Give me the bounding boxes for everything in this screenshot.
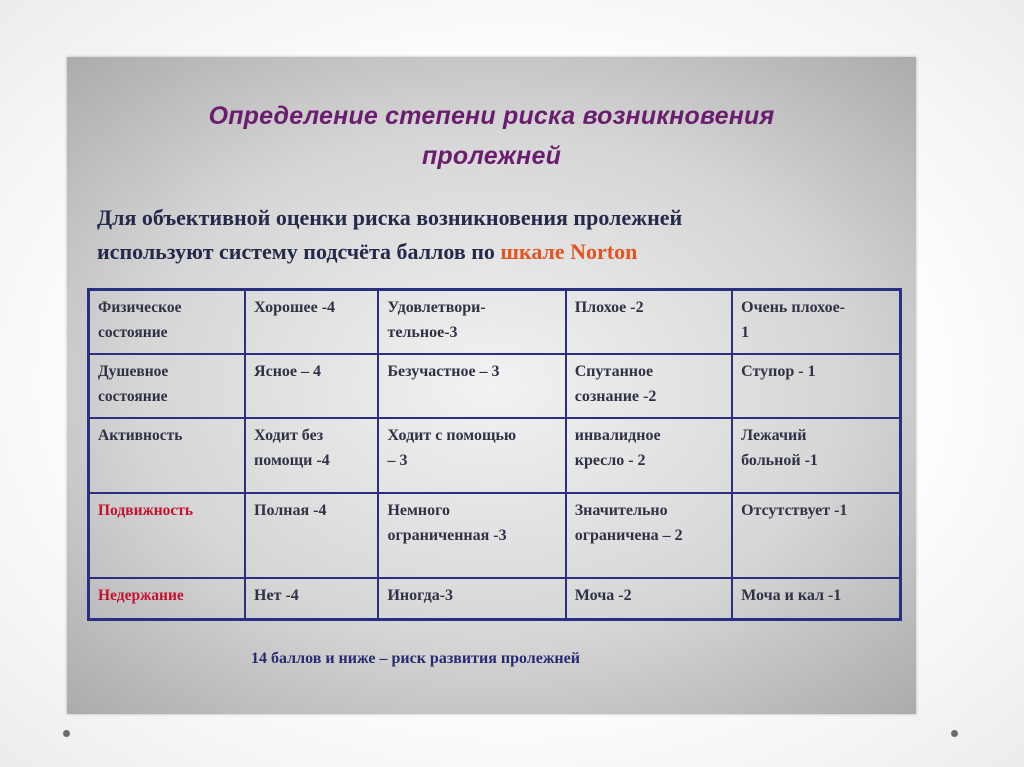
risk-threshold-note: 14 баллов и ниже – риск развития пролежней (251, 650, 580, 667)
row-label-physical-condition: Физическое состояние (89, 290, 246, 354)
table-row-incontinence (89, 578, 901, 620)
row-label-activity: Активность (89, 418, 246, 493)
intro-line-2-text: используют систему подсчёта баллов по (97, 239, 501, 264)
table-cell: Хорошее -4 (245, 290, 378, 354)
table-cell: Значительно ограничена – 2 (566, 493, 732, 578)
table-cell: Полная -4 (245, 493, 378, 578)
table-cell: Лежачий больной -1 (732, 418, 900, 493)
norton-scale-table (87, 288, 902, 621)
slide (67, 57, 916, 714)
intro-line-1: Для объективной оценки риска возникновения пролежней (97, 205, 683, 230)
table-row-physical (89, 290, 901, 354)
norton-scale-highlight: шкале Norton (500, 239, 638, 264)
table-cell: Ступор - 1 (732, 354, 900, 418)
row-label-mental-condition: Душевное состояние (89, 354, 246, 418)
table-row-mobility (89, 493, 901, 578)
row-label-mobility: Подвижность (89, 493, 246, 578)
table-cell: Ходит без помощи -4 (245, 418, 378, 493)
table-cell: Ясное – 4 (245, 354, 378, 418)
table-cell: Плохое -2 (566, 290, 732, 354)
table-cell: Моча и кал -1 (732, 578, 900, 620)
table-cell: Очень плохое- 1 (732, 290, 900, 354)
table-row-mental (89, 354, 901, 418)
row-label-incontinence: Недержание (89, 578, 246, 620)
intro-line-2 (97, 239, 897, 265)
table-cell: Моча -2 (566, 578, 732, 620)
table-cell: Ходит с помощью – 3 (378, 418, 565, 493)
table-cell: Удовлетвори- тельное-3 (378, 290, 565, 354)
table-cell: Нет -4 (245, 578, 378, 620)
slide-title-line-1: Определение степени риска возникновения (208, 102, 775, 130)
table-cell: Отсутствует -1 (732, 493, 900, 578)
corner-dot-left (63, 730, 70, 737)
table-cell: инвалидное кресло - 2 (566, 418, 732, 493)
table-cell: Безучастное – 3 (378, 354, 565, 418)
corner-dot-right (951, 730, 958, 737)
table-cell: Иногда-3 (378, 578, 565, 620)
slide-title-line-2: пролежней (421, 142, 562, 170)
table-cell: Немного ограниченная -3 (378, 493, 565, 578)
table-cell: Спутанное сознание -2 (566, 354, 732, 418)
table-row-activity (89, 418, 901, 493)
